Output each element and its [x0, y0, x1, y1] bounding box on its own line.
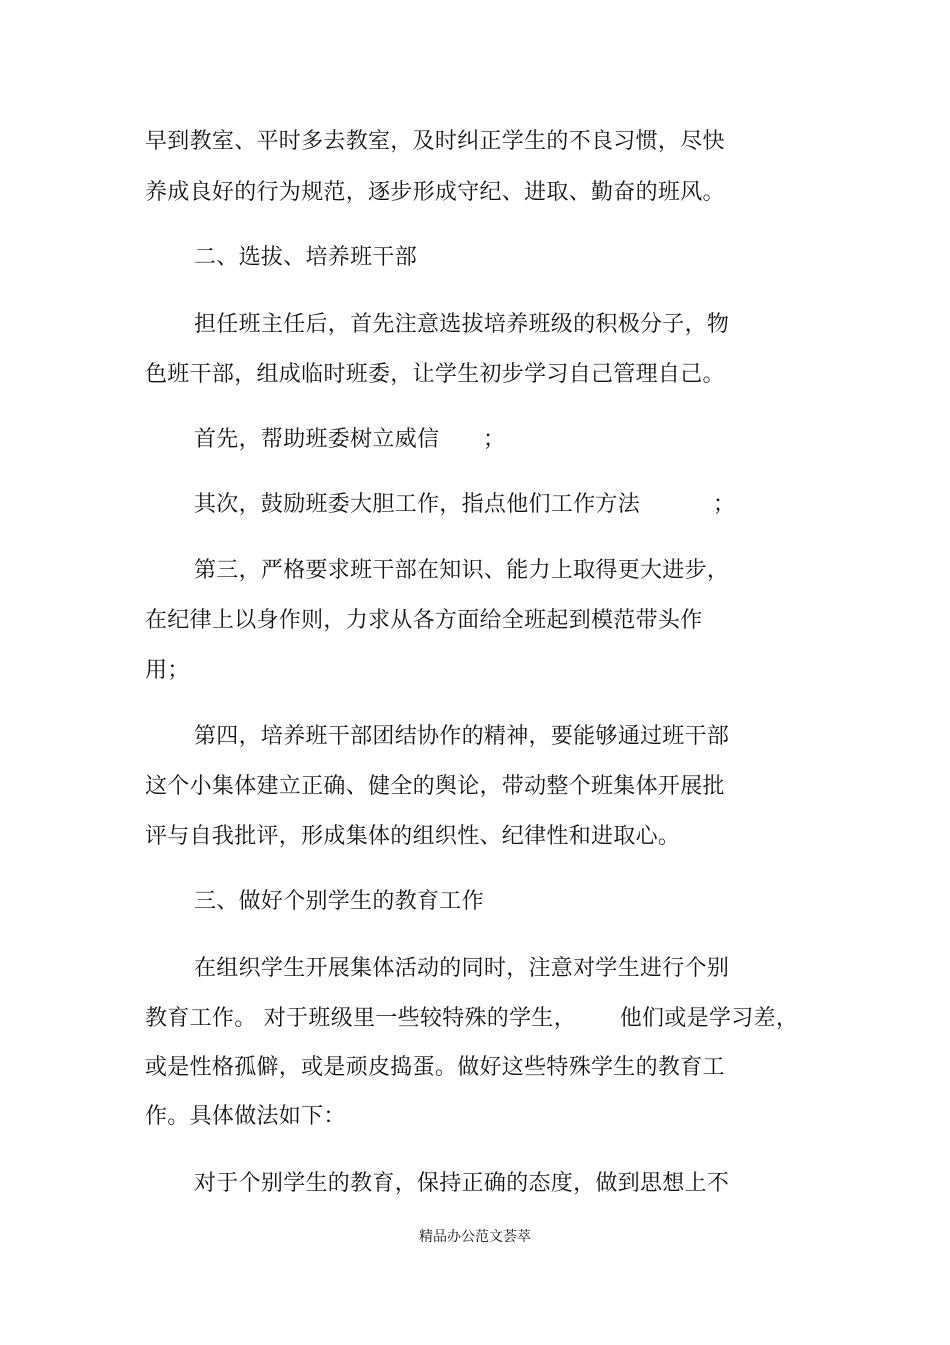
paragraph-3-line-2: 色班干部，组成临时班委，让学生初步学习自己管理自己。: [145, 362, 725, 387]
paragraph-first-item: 首先，帮助班委树立威信 ；: [194, 427, 506, 452]
section-heading-2: 二、选拔、培养班干部: [194, 245, 418, 270]
paragraph-fourth-item-line-3: 评与自我批评，形成集体的组织性、纪律性和进取心。: [145, 824, 681, 849]
paragraph-9-line-3: 或是性格孤僻，或是顽皮捣蛋。做好这些特殊学生的教育工: [145, 1055, 725, 1080]
paragraph-third-item-line-2: 在纪律上以身作则，力求从各方面给全班起到模范带头作: [145, 608, 703, 633]
paragraph-3-line-1: 担任班主任后，首先注意选拔培养班级的积极分子，物: [194, 312, 730, 337]
paragraph-1-line-2: 养成良好的行为规范，逐步形成守纪、进取、勤奋的班风。: [145, 180, 725, 205]
paragraph-10-line-1: 对于个别学生的教育，保持正确的态度，做到思想上不: [194, 1171, 730, 1196]
paragraph-fourth-item-line-2: 这个小集体建立正确、健全的舆论，带动整个班集体开展批: [145, 774, 725, 799]
paragraph-1-line-1: 早到教室、平时多去教室，及时纠正学生的不良习惯，尽快: [145, 129, 725, 154]
paragraph-third-item-line-3: 用；: [145, 658, 190, 683]
paragraph-second-item: 其次，鼓励班委大胆工作，指点他们工作方法 ；: [194, 492, 736, 517]
page-footer: 精品办公范文荟萃: [419, 1229, 531, 1245]
paragraph-9-line-2: 教育工作。 对于班级里一些较特殊的学生， 他们或是学习差，: [145, 1006, 799, 1031]
paragraph-9-line-4: 作。具体做法如下：: [145, 1104, 346, 1129]
paragraph-third-item-line-1: 第三，严格要求班干部在知识、能力上取得更大进步，: [194, 558, 730, 583]
section-heading-3: 三、做好个别学生的教育工作: [194, 889, 484, 914]
paragraph-fourth-item-line-1: 第四，培养班干部团结协作的精神，要能够通过班干部: [194, 724, 730, 749]
paragraph-9-line-1: 在组织学生开展集体活动的同时，注意对学生进行个别: [194, 956, 730, 981]
